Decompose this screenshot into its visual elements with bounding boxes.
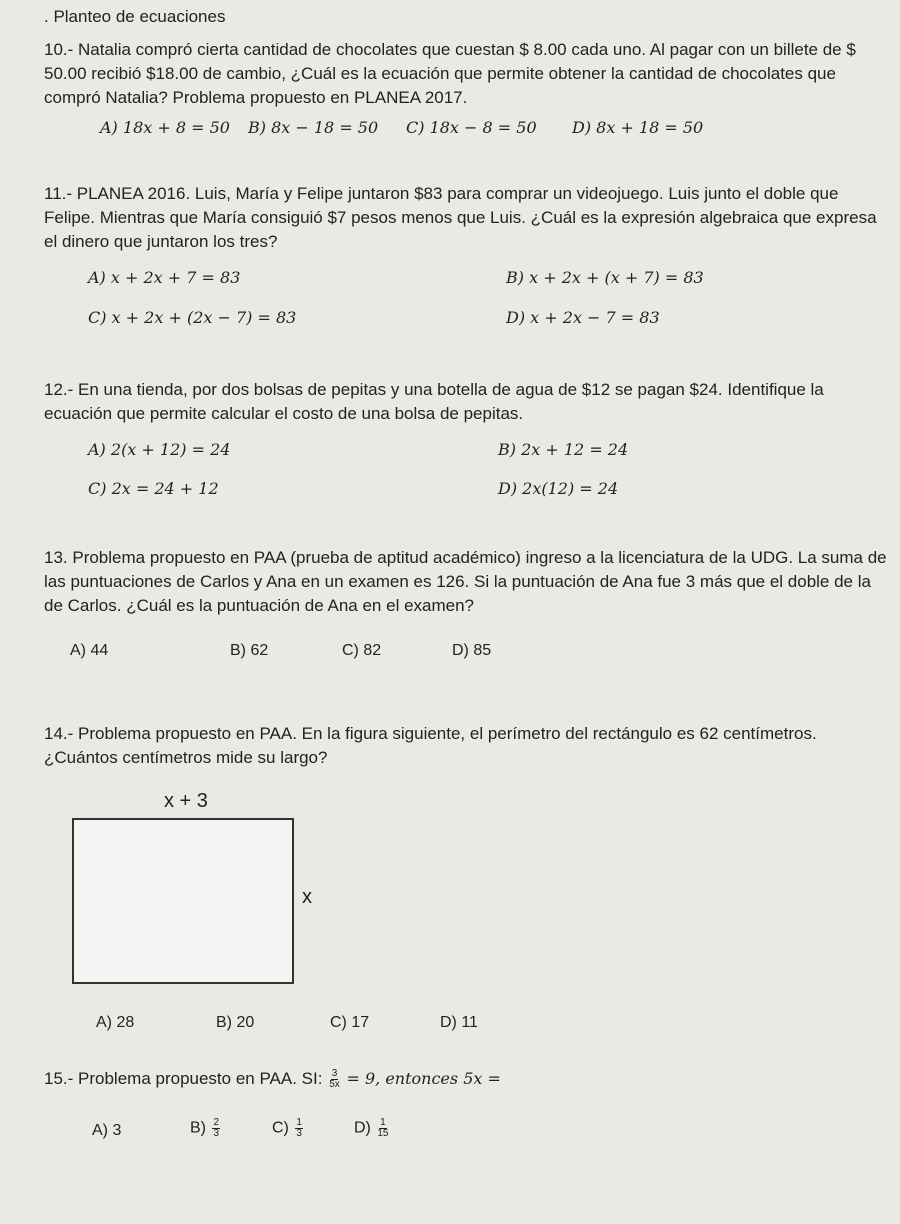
- question-12-text: 12.- En una tienda, por dos bolsas de pepitas y una botella de agua de $12 se pagan $24. Identifique la ecuación que permite calcular el costo de una bolsa de pepitas.: [44, 380, 824, 423]
- q12-option-b[interactable]: B) 2x + 12 = 24: [498, 440, 629, 459]
- q11-option-b[interactable]: B) x + 2x + (x + 7) = 83: [506, 268, 704, 287]
- q15-fraction: [329, 1069, 340, 1090]
- q15-prefix: 15.- Problema propuesto en PAA. SI:: [44, 1069, 323, 1088]
- q15-suffix: = 9, entonces 5x =: [346, 1069, 501, 1088]
- q15-option-b-label: B): [190, 1119, 206, 1137]
- q13-option-d[interactable]: D) 85: [452, 642, 492, 659]
- q14-option-a[interactable]: A) 28: [96, 1014, 135, 1031]
- q10-option-d[interactable]: D) 8x + 18 = 50: [572, 118, 704, 137]
- question-10-text: 10.- Natalia compró cierta cantidad de chocolates que cuestan $ 8.00 cada uno. Al pagar con un billete de $ 50.00 recibió $18.00 de cambio, ¿Cuál es la ecuación que permite obtener la cantidad de chocolates que compró Natalia? Problema propuesto en PLANEA 2017.: [44, 40, 856, 107]
- q15-option-b-fraction: [212, 1118, 220, 1139]
- q11-option-d[interactable]: D) x + 2x − 7 = 83: [506, 308, 660, 327]
- question-13-text: 13. Problema propuesto en PAA (prueba de aptitud académico) ingreso a la licenciatura de la UDG. La suma de las puntuaciones de Carlos y Ana en un examen es 126. Si la puntuación de Ana fue 3 más que el doble de la de Carlos. ¿Cuál es la puntuación de Ana en el examen?: [44, 548, 887, 615]
- q10-option-b[interactable]: B) 8x − 18 = 50: [248, 118, 379, 137]
- question-11-text: 11.- PLANEA 2016. Luis, María y Felipe juntaron $83 para comprar un videojuego. Luis junto el doble que Felipe. Mientras que María consiguió $7 pesos menos que Luis. ¿Cuál es la expresión algebraica que expresa el dinero que juntaron los tres?: [44, 184, 877, 251]
- q14-option-d[interactable]: D) 11: [440, 1014, 478, 1031]
- question-14-text: 14.- Problema propuesto en PAA. En la figura siguiente, el perímetro del rectángulo es 62 centímetros. ¿Cuántos centímetros mide su largo?: [44, 724, 817, 767]
- rectangle-side-label: x: [302, 886, 312, 908]
- rectangle-top-label: x + 3: [164, 790, 208, 812]
- q15-d-den: 15: [377, 1128, 389, 1139]
- q15-option-d-fraction: [377, 1118, 388, 1139]
- section-title: . Planteo de ecuaciones: [44, 7, 226, 26]
- q12-option-c[interactable]: C) 2x = 24 + 12: [88, 479, 219, 498]
- q15-option-d[interactable]: [354, 1118, 390, 1139]
- q15-option-d-label: D): [354, 1119, 371, 1137]
- q14-option-c[interactable]: C) 17: [330, 1014, 370, 1031]
- q15-option-c[interactable]: [272, 1118, 305, 1139]
- q15-d-num: 1: [380, 1117, 386, 1128]
- q14-option-b[interactable]: B) 20: [216, 1014, 255, 1031]
- q15-c-den: 3: [296, 1128, 302, 1139]
- q15-frac-den: 5x: [329, 1079, 340, 1091]
- q15-option-c-fraction: [295, 1118, 303, 1139]
- q12-option-d[interactable]: D) 2x(12) = 24: [498, 479, 619, 498]
- question-15-text: [44, 1068, 501, 1090]
- rectangle-figure: [72, 818, 294, 984]
- q11-option-a[interactable]: A) x + 2x + 7 = 83: [88, 268, 241, 287]
- q15-option-c-label: C): [272, 1119, 289, 1137]
- q10-option-c[interactable]: C) 18x − 8 = 50: [406, 118, 537, 137]
- q15-b-den: 3: [213, 1128, 220, 1139]
- q15-b-num: 2: [213, 1117, 220, 1128]
- q10-option-a[interactable]: A) 18x + 8 = 50: [100, 118, 230, 137]
- q13-option-a[interactable]: A) 44: [70, 642, 109, 659]
- q13-option-b[interactable]: B) 62: [230, 642, 269, 659]
- q15-c-num: 1: [296, 1117, 302, 1128]
- q12-option-a[interactable]: A) 2(x + 12) = 24: [88, 440, 231, 459]
- q15-frac-num: 3: [331, 1068, 338, 1080]
- q15-option-a[interactable]: A) 3: [92, 1122, 122, 1139]
- q15-option-b[interactable]: [190, 1118, 222, 1139]
- q11-option-c[interactable]: C) x + 2x + (2x − 7) = 83: [88, 308, 297, 327]
- q13-option-c[interactable]: C) 82: [342, 642, 382, 659]
